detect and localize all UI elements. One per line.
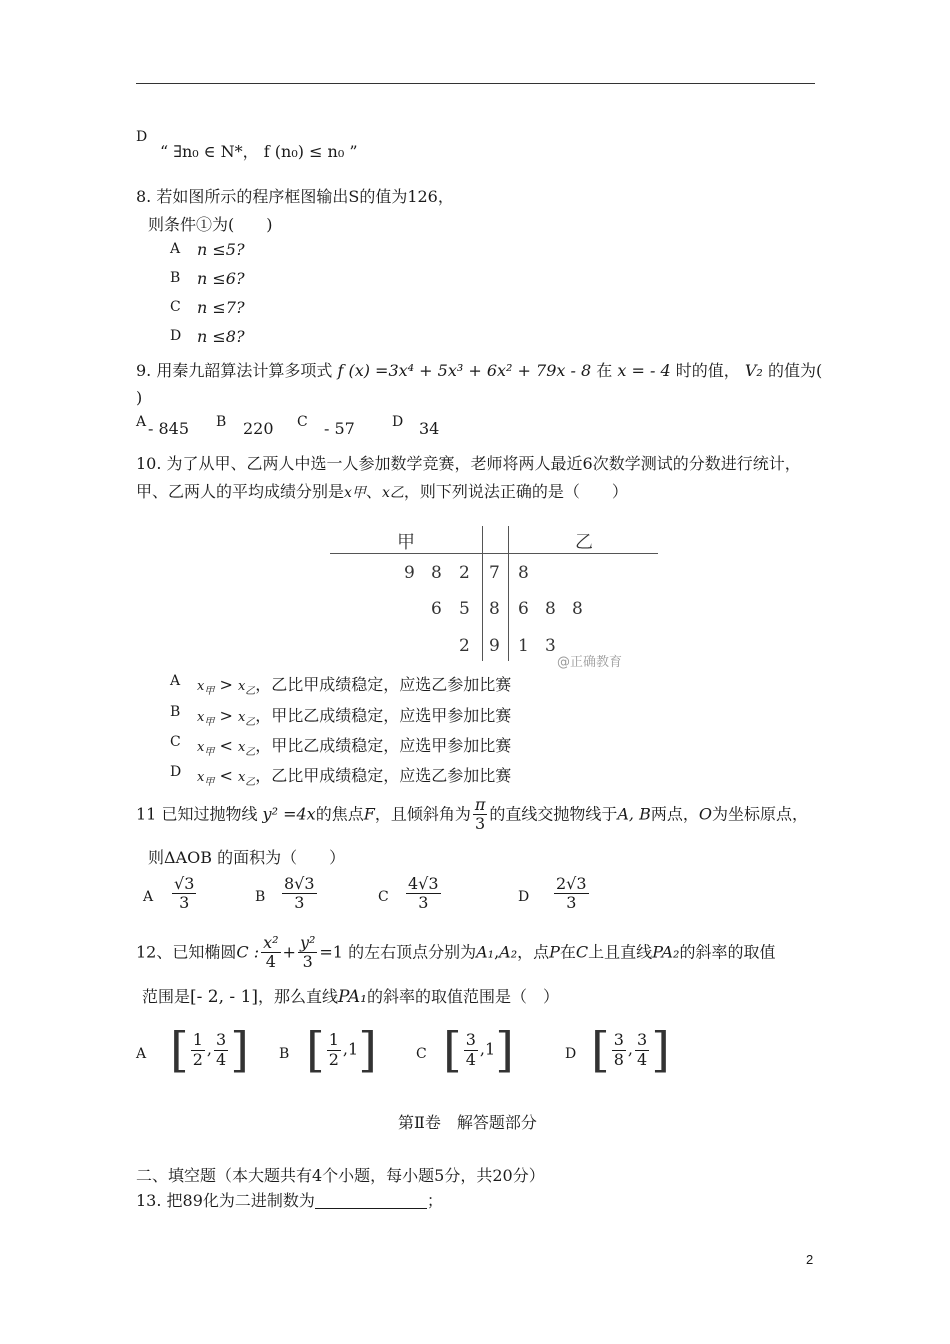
q8-option-d-label: D bbox=[170, 328, 182, 344]
watermark: @正确教育 bbox=[557, 655, 623, 670]
q11-stem-line2: 则ΔAOB 的面积为（ ） bbox=[148, 848, 346, 867]
q12-c: C bbox=[575, 942, 589, 962]
stem-leaf-cell: 5 bbox=[459, 599, 470, 619]
q12-s4: 在 bbox=[559, 942, 576, 962]
q11-s4: 的直线交抛物线于 bbox=[489, 804, 618, 824]
stem-leaf-cell: 1 bbox=[518, 636, 529, 656]
q11-s5: 两点， bbox=[650, 804, 699, 824]
q8-option-c-label: C bbox=[170, 299, 181, 315]
q12-s3: ，点 bbox=[517, 942, 550, 962]
q9-option-b-text: 220 bbox=[243, 419, 274, 438]
q8-option-d-text: n ≤8? bbox=[197, 327, 245, 346]
q10-option-b: $x_甲 > x_乙$，甲比乙成绩稳定，应选甲参加比赛 bbox=[197, 706, 512, 728]
q12-eq1: =1 bbox=[319, 942, 343, 962]
stem-leaf-table bbox=[330, 526, 660, 666]
q12-stem-line1 bbox=[136, 934, 775, 972]
q12-p: P bbox=[549, 942, 560, 962]
q12-option-c-interval: [ $\frac{3}{4}$ ,1] bbox=[443, 1022, 514, 1078]
q10-stem-line2 bbox=[136, 479, 628, 502]
stem-leaf-header-jia: 甲 bbox=[397, 532, 415, 553]
q12-ellipse-name: C : bbox=[236, 942, 260, 962]
q9-stem-a: 9. 用秦九韶算法计算多项式 bbox=[136, 361, 333, 380]
stem-leaf-cell: 8 bbox=[545, 599, 556, 619]
frac-den: 4 bbox=[216, 1049, 227, 1069]
frac-num: 8√3 bbox=[284, 874, 315, 893]
q11-stem-line1 bbox=[136, 796, 808, 834]
q10-option-a: $x_甲 > x_乙$，乙比甲成绩稳定，应选乙参加比赛 bbox=[197, 675, 512, 697]
frac-den: 2 bbox=[328, 1049, 339, 1069]
frac-den: 4 bbox=[465, 1049, 476, 1069]
q9-close-paren: ) bbox=[136, 388, 143, 407]
q12-comma: , bbox=[494, 942, 500, 962]
sub-jia: 甲 bbox=[204, 747, 215, 758]
q10-sep: 、 bbox=[365, 482, 382, 501]
frac-num: 1 bbox=[192, 1030, 203, 1050]
q12-option-b-label: B bbox=[279, 1046, 290, 1062]
frac-den: 3 bbox=[179, 893, 190, 913]
q10-option-d: $x_甲 < x_乙$，乙比甲成绩稳定，应选乙参加比赛 bbox=[197, 766, 512, 788]
q12-option-d-label: D bbox=[565, 1046, 577, 1062]
q12-r2: ，那么直线 bbox=[258, 987, 339, 1006]
q12-range: [- 2, - 1] bbox=[190, 987, 259, 1007]
q10-option-d-label: D bbox=[170, 764, 182, 780]
q12-a1: A₁ bbox=[476, 942, 495, 962]
q12-plus: + bbox=[282, 942, 296, 962]
q12-frac-y-den: 3 bbox=[302, 952, 313, 972]
q9-stem-c: 时的值， bbox=[675, 361, 740, 380]
q11-s3: ，且倾斜角为 bbox=[374, 804, 471, 824]
sub-jia: 甲 bbox=[204, 686, 215, 697]
q8-option-a-label: A bbox=[170, 241, 181, 257]
q9-x-value: x = - 4 bbox=[617, 361, 671, 380]
q12-option-a-interval: [ $\frac{1}{2}$ , $\frac{3}{4}$ ] bbox=[170, 1022, 249, 1078]
frac-num: 3 bbox=[613, 1030, 624, 1050]
q10-option-c-label: C bbox=[170, 734, 181, 750]
stem-leaf-cell: 8 bbox=[431, 563, 442, 583]
q11-option-c-label: C bbox=[378, 889, 389, 905]
q11-angle-den: 3 bbox=[475, 814, 486, 834]
q10-option-c-text: ，甲比乙成绩稳定，应选甲参加比赛 bbox=[255, 736, 512, 755]
sub-jia: 甲 bbox=[204, 777, 215, 788]
q11-s1: 11 已知过抛物线 bbox=[136, 804, 258, 824]
rel: < bbox=[219, 766, 233, 785]
stem-leaf-header-line bbox=[330, 553, 658, 554]
rel: < bbox=[219, 736, 233, 755]
answer-blank[interactable] bbox=[315, 1192, 427, 1209]
frac-num: 3 bbox=[637, 1030, 648, 1050]
q12-s6: 的斜率的取值 bbox=[679, 942, 776, 962]
sub-yi: 乙 bbox=[245, 777, 256, 788]
stem-leaf-cell: 6 bbox=[431, 599, 442, 619]
page-number: 2 bbox=[806, 1252, 814, 1267]
frac-den: 8 bbox=[613, 1049, 624, 1069]
q11-option-a-frac bbox=[170, 875, 198, 913]
q12-r3: 的斜率的取值范围是（ ） bbox=[367, 987, 560, 1006]
q11-equation: y² =4x bbox=[262, 804, 316, 824]
q10-option-a-text: ，乙比甲成绩稳定，应选乙参加比赛 bbox=[255, 675, 512, 694]
q7-option-d-text: “ ∃n₀ ∈ N*， f (n₀) ≤ n₀ ” bbox=[160, 142, 358, 161]
stem-leaf-divider-left bbox=[482, 526, 483, 661]
q9-option-d-text: 34 bbox=[419, 419, 440, 438]
q12-option-d-interval: [ $\frac{3}{8}$ , $\frac{3}{4}$ ] bbox=[591, 1022, 670, 1078]
sub-yi: 乙 bbox=[245, 747, 256, 758]
interval-end: 1 bbox=[348, 1039, 359, 1059]
frac-num: 2√3 bbox=[556, 874, 587, 893]
q13 bbox=[136, 1188, 443, 1211]
interval-end: 1 bbox=[485, 1039, 496, 1059]
q9-stem bbox=[136, 358, 822, 381]
stem-leaf-stem: 9 bbox=[489, 636, 500, 656]
stem-leaf-cell: 6 bbox=[518, 599, 529, 619]
q8-stem-line2: 则条件①为( ) bbox=[148, 215, 273, 234]
frac-num: 3 bbox=[465, 1030, 476, 1050]
q11-option-c-frac bbox=[404, 875, 443, 913]
q9-option-c-text: - 57 bbox=[324, 419, 355, 438]
q10-option-b-label: B bbox=[170, 704, 181, 720]
rel: > bbox=[219, 706, 233, 725]
q10-x-yi: x乙 bbox=[381, 485, 404, 501]
q12-r1: 范围是 bbox=[142, 987, 191, 1006]
q8-stem-line1: 8. 若如图所示的程序框图输出S的值为126， bbox=[136, 187, 454, 206]
q7-option-d-label: D bbox=[136, 129, 148, 145]
q12-option-a-label: A bbox=[136, 1046, 147, 1062]
stem-leaf-header-yi: 乙 bbox=[575, 532, 593, 553]
q10-stem-line2-b: ，则下列说法正确的是（ ） bbox=[403, 482, 628, 501]
q11-focus: F bbox=[363, 804, 375, 824]
frac-num: 3 bbox=[216, 1030, 227, 1050]
q10-option-b-text: ，甲比乙成绩稳定，应选甲参加比赛 bbox=[255, 706, 512, 725]
q12-frac-x bbox=[261, 934, 280, 972]
stem-leaf-cell: 8 bbox=[518, 563, 529, 583]
q12-option-b-interval: [ $\frac{1}{2}$ ,1] bbox=[306, 1022, 377, 1078]
sub-yi: 乙 bbox=[245, 686, 256, 697]
q9-option-a-label: A bbox=[136, 414, 147, 430]
q11-option-d-label: D bbox=[518, 889, 530, 905]
q13-text: 13. 把89化为二进制数为 bbox=[136, 1191, 315, 1210]
frac-den: 3 bbox=[294, 893, 305, 913]
q12-option-c-label: C bbox=[416, 1046, 427, 1062]
q9-polynomial: f (x) =3x⁴ + 5x³ + 6x² + 79x - 8 bbox=[337, 361, 592, 380]
q11-option-a-label: A bbox=[143, 889, 154, 905]
q10-x-jia: x甲 bbox=[344, 485, 366, 501]
q10-option-a-label: A bbox=[170, 673, 181, 689]
q11-option-b-frac bbox=[280, 875, 319, 913]
q12-s2: 的左右顶点分别为 bbox=[348, 942, 477, 962]
frac-den: 3 bbox=[566, 893, 577, 913]
q9-option-d-label: D bbox=[392, 414, 404, 430]
q11-angle-fraction bbox=[473, 796, 488, 834]
stem-leaf-cell: 3 bbox=[545, 636, 556, 656]
q8-option-a-text: n ≤5? bbox=[197, 240, 245, 259]
q9-stem-d: 的值为( bbox=[767, 361, 823, 380]
q12-frac-x-num: x² bbox=[263, 933, 279, 952]
q8-option-b-text: n ≤6? bbox=[197, 269, 245, 288]
q13-end: ； bbox=[426, 1191, 443, 1210]
q11-angle-num: π bbox=[474, 795, 486, 814]
stem-leaf-cell: 9 bbox=[404, 563, 415, 583]
frac-num: √3 bbox=[174, 874, 195, 893]
sub-jia: 甲 bbox=[204, 717, 215, 728]
stem-leaf-divider-right bbox=[508, 526, 509, 661]
frac-num: 4√3 bbox=[408, 874, 439, 893]
q11-points: A, B bbox=[617, 804, 651, 824]
q12-frac-y-num: y² bbox=[299, 933, 316, 952]
q11-option-b-label: B bbox=[255, 889, 266, 905]
q12-pa2: PA₂ bbox=[652, 942, 680, 962]
part2-title: 第Ⅱ卷 解答题部分 bbox=[398, 1113, 537, 1132]
q11-s6: 为坐标原点， bbox=[712, 804, 809, 824]
frac-num: 1 bbox=[328, 1030, 339, 1050]
header-rule bbox=[136, 83, 815, 84]
section2-title: 二、填空题（本大题共有4个小题，每小题5分，共20分） bbox=[136, 1166, 545, 1185]
frac-den: 4 bbox=[637, 1049, 648, 1069]
stem-leaf-stem: 8 bbox=[489, 599, 500, 619]
stem-leaf-cell: 2 bbox=[459, 563, 470, 583]
frac-den: 2 bbox=[192, 1049, 203, 1069]
q9-option-a-text: - 845 bbox=[148, 419, 190, 438]
stem-leaf-cell: 2 bbox=[459, 636, 470, 656]
q12-s5: 上且直线 bbox=[588, 942, 653, 962]
q10-option-d-text: ，乙比甲成绩稳定，应选乙参加比赛 bbox=[255, 766, 512, 785]
q10-stem-line2-a: 甲、乙两人的平均成绩分别是 bbox=[136, 482, 345, 501]
q12-s1: 12、已知椭圆 bbox=[136, 942, 237, 962]
q8-option-b-label: B bbox=[170, 270, 181, 286]
stem-leaf-stem: 7 bbox=[489, 563, 500, 583]
rel: > bbox=[219, 675, 233, 694]
q9-v2: V₂ bbox=[744, 361, 763, 380]
q9-option-b-label: B bbox=[216, 414, 227, 430]
q12-stem-line2 bbox=[142, 984, 559, 1007]
q12-frac-y bbox=[298, 934, 317, 972]
q12-frac-x-den: 4 bbox=[265, 952, 276, 972]
frac-den: 3 bbox=[418, 893, 429, 913]
q9-stem-b: 在 bbox=[596, 361, 613, 380]
q12-pa1: PA₁ bbox=[338, 987, 368, 1007]
sub-yi: 乙 bbox=[245, 717, 256, 728]
q11-option-d-frac bbox=[552, 875, 591, 913]
q10-stem-line1: 10. 为了从甲、乙两人中选一人参加数学竞赛，老师将两人最近6次数学测试的分数进行统计， bbox=[136, 454, 801, 473]
q11-s2: 的焦点 bbox=[315, 804, 364, 824]
q8-option-c-text: n ≤7? bbox=[197, 298, 245, 317]
q9-option-c-label: C bbox=[297, 414, 308, 430]
q10-option-c: $x_甲 < x_乙$，甲比乙成绩稳定，应选甲参加比赛 bbox=[197, 736, 512, 758]
q12-a2: A₂ bbox=[499, 942, 518, 962]
q11-origin: O bbox=[698, 804, 712, 824]
stem-leaf-cell: 8 bbox=[572, 599, 583, 619]
